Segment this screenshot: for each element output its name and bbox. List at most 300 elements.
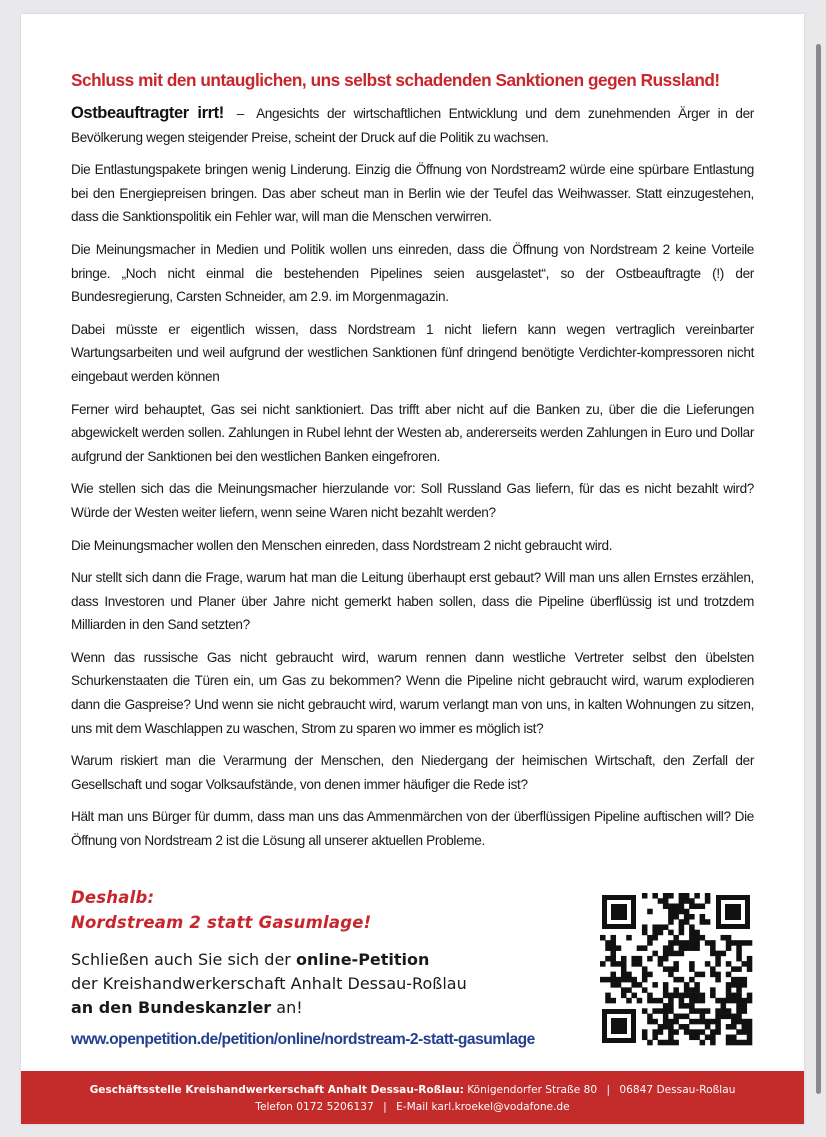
qr-module xyxy=(705,961,711,967)
qr-module xyxy=(736,1040,742,1046)
qr-module xyxy=(679,909,685,915)
qr-module xyxy=(647,935,653,941)
qr-module xyxy=(736,1019,742,1025)
qr-module xyxy=(700,935,706,941)
qr-module xyxy=(684,1024,690,1030)
paragraph: Die Entlastungspakete bringen wenig Linderung. Einzig die Öffnung von Nordstream2 würde eine spürbare Entlastung bei den Energiepreisen bringen. Das aber scheut man in Berlin wie der Teufel das Weihwasser. Statt einzugestehen, dass die Sanktionspolitik ein Fehler war, will man die Menschen verwirren. xyxy=(71,162,754,225)
qr-module xyxy=(736,956,742,962)
qr-module xyxy=(605,993,611,999)
qr-module xyxy=(694,945,700,951)
qr-module xyxy=(642,893,648,899)
qr-module xyxy=(668,893,674,899)
qr-module xyxy=(610,951,616,957)
qr-module xyxy=(726,1024,732,1030)
qr-module xyxy=(679,903,685,909)
qr-module xyxy=(715,1014,721,1020)
qr-module xyxy=(715,977,721,983)
qr-module xyxy=(673,903,679,909)
qr-module xyxy=(710,951,716,957)
qr-module xyxy=(668,914,674,920)
qr-module xyxy=(747,966,753,972)
qr-module xyxy=(747,993,753,999)
qr-module xyxy=(715,951,721,957)
qr-module xyxy=(610,982,616,988)
qr-module xyxy=(694,993,700,999)
qr-module xyxy=(605,945,611,951)
qr-module xyxy=(658,1008,664,1014)
qr-module xyxy=(605,977,611,983)
qr-module xyxy=(731,998,737,1004)
qr-module xyxy=(721,951,727,957)
qr-module xyxy=(736,1003,742,1009)
qr-module xyxy=(663,951,669,957)
paragraph-text: Angesichts der wirtschaftlichen Entwicklung und dem zunehmenden Ärger in der Bevölkerung wegen steigender Preise, scheint der Druck auf die Politik zu wachsen. xyxy=(71,106,754,145)
qr-module xyxy=(610,972,616,978)
qr-module xyxy=(731,982,737,988)
qr-module xyxy=(721,1003,727,1009)
qr-module xyxy=(642,1008,648,1014)
qr-module xyxy=(689,898,695,904)
qr-module xyxy=(605,956,611,962)
qr-module xyxy=(637,945,643,951)
qr-module xyxy=(663,898,669,904)
qr-module xyxy=(652,1019,658,1025)
qr-module xyxy=(689,998,695,1004)
qr-module xyxy=(616,982,622,988)
qr-module xyxy=(621,993,627,999)
qr-module xyxy=(736,993,742,999)
qr-module xyxy=(673,951,679,957)
petition-link[interactable]: www.openpetition.de/petition/online/nordstream-2-statt-gasumlage xyxy=(71,1031,535,1048)
qr-module xyxy=(742,1003,748,1009)
qr-module xyxy=(731,993,737,999)
qr-module xyxy=(637,961,643,967)
footer-bar xyxy=(21,1071,804,1124)
qr-module xyxy=(652,930,658,936)
qr-module xyxy=(726,1008,732,1014)
qr-module xyxy=(694,935,700,941)
qr-module xyxy=(736,1029,742,1035)
document-page xyxy=(21,14,804,1124)
qr-module xyxy=(673,1019,679,1025)
qr-module xyxy=(679,1014,685,1020)
qr-module xyxy=(616,977,622,983)
qr-module xyxy=(679,1003,685,1009)
qr-module xyxy=(689,935,695,941)
qr-module xyxy=(689,924,695,930)
qr-module xyxy=(700,1040,706,1046)
qr-module xyxy=(694,1019,700,1025)
qr-module xyxy=(679,940,685,946)
qr-module xyxy=(663,1040,669,1046)
qr-module xyxy=(668,993,674,999)
qr-module xyxy=(668,966,674,972)
qr-module xyxy=(626,987,632,993)
qr-module xyxy=(689,1035,695,1041)
qr-module xyxy=(689,977,695,983)
qr-module xyxy=(731,1024,737,1030)
qr-module xyxy=(658,1029,664,1035)
paragraph-lead xyxy=(71,102,754,149)
qr-module xyxy=(710,940,716,946)
qr-module xyxy=(726,1040,732,1046)
qr-module xyxy=(736,951,742,957)
paragraph: Die Meinungsmacher wollen den Menschen einreden, dass Nordstream 2 nicht gebraucht wird. xyxy=(71,537,613,553)
qr-module xyxy=(631,977,637,983)
qr-module xyxy=(605,940,611,946)
qr-module xyxy=(668,903,674,909)
qr-module xyxy=(647,1019,653,1025)
qr-module xyxy=(694,940,700,946)
qr-module xyxy=(610,940,616,946)
qr-module xyxy=(715,1019,721,1025)
qr-module xyxy=(721,1008,727,1014)
qr-module xyxy=(742,940,748,946)
qr-module xyxy=(731,1035,737,1041)
qr-module xyxy=(689,987,695,993)
qr-module xyxy=(694,998,700,1004)
qr-module xyxy=(610,961,616,967)
qr-module xyxy=(736,945,742,951)
qr-module xyxy=(673,966,679,972)
qr-module xyxy=(694,982,700,988)
qr-module xyxy=(652,1008,658,1014)
qr-module xyxy=(700,919,706,925)
qr-module xyxy=(710,966,716,972)
qr-module xyxy=(610,945,616,951)
qr-module xyxy=(673,987,679,993)
qr-module xyxy=(684,898,690,904)
qr-module xyxy=(705,919,711,925)
qr-module xyxy=(647,909,653,915)
qr-module xyxy=(689,930,695,936)
qr-module xyxy=(668,1029,674,1035)
petition-line-1: Schließen auch Sie sich der xyxy=(71,950,296,969)
qr-module xyxy=(663,987,669,993)
qr-module xyxy=(658,898,664,904)
qr-module xyxy=(742,961,748,967)
qr-module xyxy=(626,998,632,1004)
petition-line-2: der Kreishandwerkerschaft Anhalt Dessau-Roßlau xyxy=(71,974,467,993)
qr-module xyxy=(694,893,700,899)
qr-module xyxy=(747,1019,753,1025)
qr-module xyxy=(658,956,664,962)
qr-module xyxy=(642,987,648,993)
qr-module xyxy=(715,956,721,962)
qr-module xyxy=(747,940,753,946)
qr-module xyxy=(631,956,637,962)
footer-separator: | xyxy=(606,1084,611,1096)
qr-module xyxy=(652,924,658,930)
qr-module xyxy=(652,1035,658,1041)
paragraph: Warum riskiert man die Verarmung der Menschen, den Niedergang der heimischen Wirtschaft, den Zerfall der Gesellschaft und sogar Volksaufstände, von denen immer häufiger die Rede ist? xyxy=(71,753,754,792)
qr-module xyxy=(684,987,690,993)
footer-street: Königendorfer Straße 80 xyxy=(467,1084,598,1096)
qr-module xyxy=(700,1019,706,1025)
qr-module xyxy=(736,1008,742,1014)
paragraph: Die Meinungsmacher in Medien und Politik wollen uns einreden, dass die Öffnung von Nordstream 2 keine Vorteile bringe. „Noch nicht einmal die bestehenden Pipelines seien ausgelastet“, so der Ostbeauftragte (!) der Bundesregierung, Carsten Schneider, am 2.9. im Morgenmagazin. xyxy=(71,241,754,305)
qr-module xyxy=(705,1024,711,1030)
qr-module xyxy=(742,1029,748,1035)
qr-module xyxy=(742,1024,748,1030)
qr-module xyxy=(742,1019,748,1025)
petition-recipient: an den Bundeskanzler xyxy=(71,998,272,1017)
qr-module xyxy=(663,993,669,999)
lead-dash: – xyxy=(236,106,244,121)
qr-module xyxy=(647,956,653,962)
qr-module xyxy=(694,1029,700,1035)
qr-module xyxy=(684,893,690,899)
qr-module xyxy=(673,935,679,941)
qr-module xyxy=(705,1035,711,1041)
qr-module xyxy=(747,998,753,1004)
qr-module xyxy=(673,914,679,920)
qr-module xyxy=(721,935,727,941)
qr-module xyxy=(652,951,658,957)
qr-module xyxy=(600,961,606,967)
qr-module xyxy=(684,1029,690,1035)
qr-module xyxy=(647,940,653,946)
qr-module xyxy=(705,1008,711,1014)
qr-module xyxy=(731,940,737,946)
qr-module xyxy=(621,966,627,972)
paragraph: Wenn das russische Gas nicht gebraucht wird, warum rennen dann westliche Vertreter selbst den übelsten Schurkenstaaten die Türen ein, um Gas zu bekommen? Wenn die Pipeline nicht gebraucht wird, warum explodieren dann die Gaspreise? Und wenn sie nicht gebraucht wird, warum verlangt man von uns, in kalten Wohnungen zu sitzen, uns mit dem Waschlappen zu waschen, Strom zu sparen wo immer es möglich ist? xyxy=(71,649,754,736)
qr-module xyxy=(679,924,685,930)
qr-module xyxy=(642,977,648,983)
qr-module xyxy=(731,1019,737,1025)
qr-module xyxy=(705,1019,711,1025)
qr-module xyxy=(663,903,669,909)
qr-module xyxy=(637,998,643,1004)
qr-module xyxy=(726,940,732,946)
qr-module xyxy=(663,924,669,930)
footer-phone: Telefon 0172 5206137 xyxy=(255,1101,374,1113)
article xyxy=(71,70,754,862)
qr-module xyxy=(663,1019,669,1025)
qr-module xyxy=(700,1014,706,1020)
qr-module xyxy=(736,966,742,972)
footer-email[interactable]: E-Mail karl.kroekel@vodafone.de xyxy=(396,1101,570,1113)
qr-module xyxy=(715,961,721,967)
paragraph: Ferner wird behauptet, Gas sei nicht sanktioniert. Das trifft aber nicht auf die Banken zu, über die die Lieferungen abgewickelt werden sollen. Zahlungen in Rubel lehnt der Westen ab, andererseits werden Zahlungen in Euro und Dollar aufgrund der Sanktionen bei den westlichen Banken eingefroren. xyxy=(71,401,754,464)
qr-module xyxy=(616,945,622,951)
qr-module xyxy=(689,993,695,999)
qr-module xyxy=(621,977,627,983)
qr-module xyxy=(600,977,606,983)
qr-module xyxy=(673,1014,679,1020)
qr-module xyxy=(668,998,674,1004)
qr-module xyxy=(684,909,690,915)
paragraph: Wie stellen sich das die Meinungsmacher hierzulande vor: Soll Russland Gas liefern, für das es nicht bezahlt wird? Würde der Westen weiter liefern, wenn seine Waren nicht bezahlt werden? xyxy=(71,481,754,520)
qr-module xyxy=(747,956,753,962)
qr-module xyxy=(668,919,674,925)
qr-module xyxy=(715,998,721,1004)
qr-module xyxy=(626,977,632,983)
lead-title: Ostbeauftragter irrt! xyxy=(71,104,224,122)
qr-module xyxy=(658,924,664,930)
qr-module xyxy=(731,1014,737,1020)
qr-module xyxy=(747,1035,753,1041)
qr-module xyxy=(747,1029,753,1035)
qr-module xyxy=(626,935,632,941)
qr-module xyxy=(721,1014,727,1020)
qr-module xyxy=(747,1040,753,1046)
qr-module xyxy=(736,940,742,946)
qr-module xyxy=(668,1019,674,1025)
qr-module xyxy=(694,903,700,909)
scrollbar-thumb[interactable] xyxy=(816,44,821,1094)
qr-module xyxy=(726,987,732,993)
qr-module xyxy=(663,893,669,899)
qr-module xyxy=(679,998,685,1004)
qr-module xyxy=(726,1014,732,1020)
qr-module xyxy=(663,966,669,972)
qr-module xyxy=(715,972,721,978)
qr-module xyxy=(679,977,685,983)
qr-module xyxy=(684,1003,690,1009)
qr-module xyxy=(710,1019,716,1025)
qr-module xyxy=(663,1003,669,1009)
qr-module xyxy=(642,966,648,972)
qr-module xyxy=(621,956,627,962)
qr-module xyxy=(689,1003,695,1009)
call-to-action xyxy=(71,885,551,1020)
qr-module xyxy=(642,930,648,936)
qr-module xyxy=(710,987,716,993)
qr-module xyxy=(684,982,690,988)
call-slogan: Nordstream 2 statt Gasumlage! xyxy=(71,913,372,932)
qr-module xyxy=(742,998,748,1004)
qr-module xyxy=(679,1024,685,1030)
qr-module xyxy=(742,1040,748,1046)
petition-online-label: online-Petition xyxy=(295,950,430,969)
qr-module xyxy=(663,1008,669,1014)
qr-module xyxy=(652,982,658,988)
qr-module xyxy=(705,898,711,904)
qr-module xyxy=(679,930,685,936)
qr-module xyxy=(689,1008,695,1014)
qr-module xyxy=(747,1024,753,1030)
qr-module xyxy=(689,1029,695,1035)
qr-module xyxy=(736,987,742,993)
qr-module xyxy=(668,1003,674,1009)
qr-module xyxy=(663,1024,669,1030)
qr-code-icon xyxy=(598,891,754,1047)
qr-module xyxy=(742,977,748,983)
qr-module xyxy=(642,972,648,978)
paragraph: Nur stellt sich dann die Frage, warum hat man die Leitung überhaupt erst gebaut? Will man uns allen Ernstes erzählen, dass Investoren und Planer über Jahre nicht gemerkt haben sollen, dass die Pipeline überflüssig ist und trotzdem Milliarden in den Sand setzten? xyxy=(71,570,754,633)
qr-module xyxy=(610,998,616,1004)
qr-module xyxy=(715,1024,721,1030)
qr-module xyxy=(658,930,664,936)
qr-module xyxy=(689,903,695,909)
paragraph: Hält man uns Bürger für dumm, dass man uns das Ammenmärchen von der überflüssigen Pipeline auftischen will? Die Öffnung von Nordstream 2 ist die Lösung all unserer aktuellen Probleme. xyxy=(71,809,754,849)
qr-module xyxy=(616,961,622,967)
qr-module xyxy=(700,1029,706,1035)
qr-module xyxy=(684,945,690,951)
qr-module xyxy=(631,961,637,967)
qr-module xyxy=(736,982,742,988)
qr-module xyxy=(700,972,706,978)
qr-module xyxy=(647,1040,653,1046)
qr-module xyxy=(663,956,669,962)
qr-module xyxy=(684,914,690,920)
qr-module xyxy=(726,982,732,988)
qr-module xyxy=(684,993,690,999)
qr-module xyxy=(710,993,716,999)
qr-module xyxy=(689,940,695,946)
qr-module xyxy=(673,993,679,999)
headline: Schluss mit den untauglichen, uns selbst schadenden Sanktionen gegen Russland! xyxy=(71,70,720,90)
qr-module xyxy=(610,956,616,962)
footer-city: 06847 Dessau-Roßlau xyxy=(619,1084,736,1096)
qr-module xyxy=(684,919,690,925)
paragraph: Dabei müsste er eigentlich wissen, dass Nordstream 1 nicht liefern kann wegen vertraglich vereinbarter Wartungsarbeiten und weil aufgrund der westlichen Sanktionen fünf dringend benötigte Verdichter-kompressoren nicht eingebaut werden können xyxy=(71,321,754,384)
qr-module xyxy=(663,945,669,951)
qr-module xyxy=(715,1008,721,1014)
qr-module xyxy=(647,1014,653,1020)
qr-module xyxy=(673,1040,679,1046)
qr-module xyxy=(694,1008,700,1014)
qr-module xyxy=(673,977,679,983)
qr-module xyxy=(726,961,732,967)
qr-module xyxy=(694,987,700,993)
petition-text xyxy=(71,948,551,1020)
qr-module xyxy=(689,966,695,972)
qr-module xyxy=(647,972,653,978)
qr-module xyxy=(668,930,674,936)
qr-module xyxy=(668,951,674,957)
qr-module xyxy=(668,1024,674,1030)
qr-module xyxy=(700,903,706,909)
qr-module xyxy=(631,993,637,999)
qr-module xyxy=(647,998,653,1004)
footer-separator: | xyxy=(383,1101,387,1113)
qr-module xyxy=(642,1029,648,1035)
qr-module xyxy=(689,914,695,920)
qr-module xyxy=(668,972,674,978)
qr-module xyxy=(679,893,685,899)
qr-module xyxy=(600,935,606,941)
qr-module xyxy=(689,945,695,951)
qr-module xyxy=(684,940,690,946)
qr-module xyxy=(731,1040,737,1046)
qr-module xyxy=(689,961,695,967)
qr-module xyxy=(637,956,643,962)
qr-module xyxy=(626,972,632,978)
footer-contact xyxy=(21,1101,804,1113)
qr-module xyxy=(673,1029,679,1035)
petition-line-3: an! xyxy=(271,998,303,1017)
qr-module xyxy=(658,998,664,1004)
qr-module xyxy=(700,993,706,999)
qr-module xyxy=(621,987,627,993)
qr-module xyxy=(621,972,627,978)
qr-module xyxy=(715,1029,721,1035)
qr-module xyxy=(731,966,737,972)
qr-module xyxy=(663,982,669,988)
qr-module xyxy=(647,993,653,999)
qr-module xyxy=(679,898,685,904)
qr-module xyxy=(710,1040,716,1046)
qr-module xyxy=(742,1008,748,1014)
qr-module xyxy=(705,893,711,899)
scrollbar[interactable] xyxy=(815,40,823,1100)
qr-module xyxy=(736,977,742,983)
qr-module xyxy=(726,945,732,951)
qr-module xyxy=(710,972,716,978)
qr-module xyxy=(610,977,616,983)
